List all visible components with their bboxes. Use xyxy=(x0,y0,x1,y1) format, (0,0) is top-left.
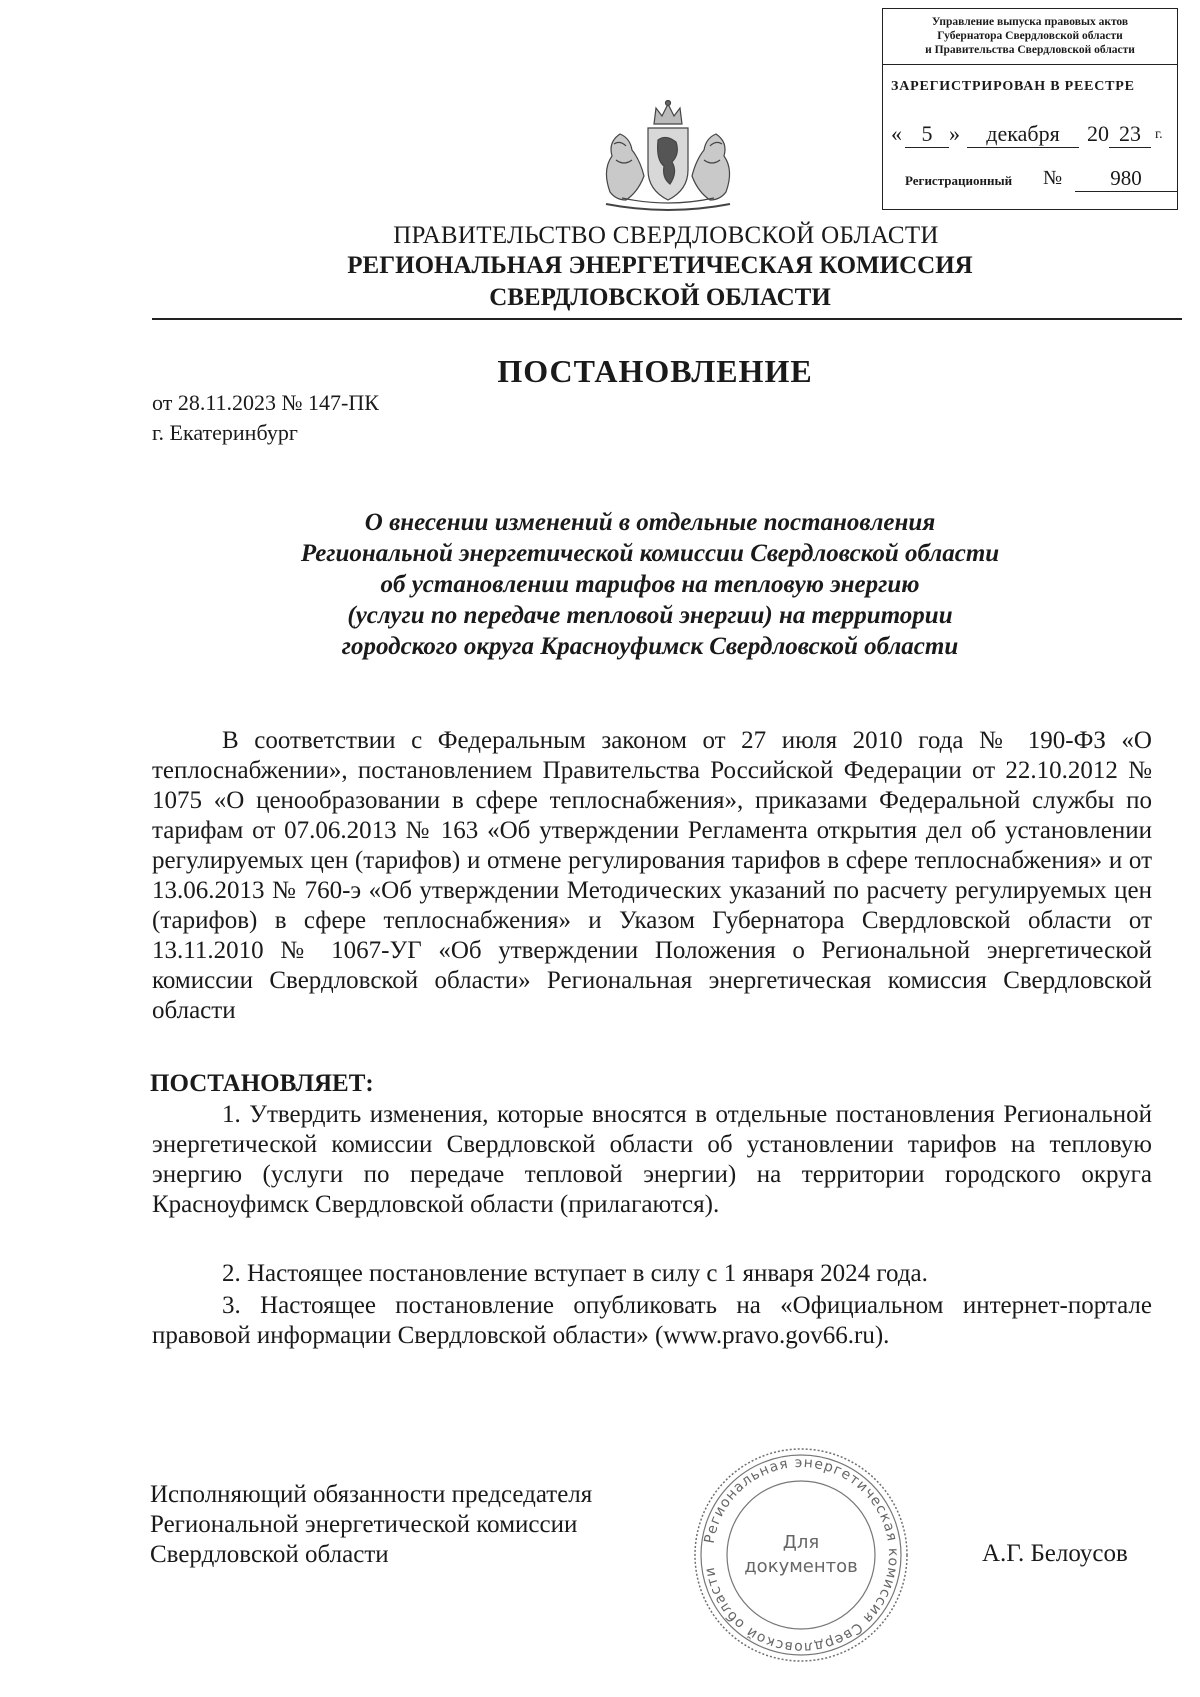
registration-date-month: декабря xyxy=(967,121,1079,148)
resolves-heading: ПОСТАНОВЛЯЕТ: xyxy=(150,1070,374,1097)
preamble-paragraph: В соответствии с Федеральным законом от 27 июля 2010 года № 190-ФЗ «О теплоснабжении», постановлением Правительства Российской Федерации от 22.10.2012 № 1075 «О ценообразовании в сфере теплоснабжения», приказами Федеральной службы по тарифам от 07.06.2013 № 163 «Об утверждении Регламента открытия дел об установлении регулируемых цен (тарифов) и отмене регулирования тарифов в сфере теплоснабжения» и от 13.06.2013 № 760-э «Об утверждении Методических указаний по расчету регулируемых цен (тарифов) в сфере теплоснабжения» и Указом Губернатора Свердловской области от 13.11.2010 № 1067-УГ «Об утверждении Положения о Региональной энергетической комиссии Свердловской области» Региональная энергетическая комиссия Свердловской области xyxy=(152,727,1152,1024)
registration-authority-line: Губернатора Свердловской области xyxy=(937,30,1123,42)
registration-stamp xyxy=(882,8,1178,210)
resolution-item-2: 2. Настоящее постановление вступает в силу с 1 января 2024 года. xyxy=(222,1260,928,1287)
document-title-line: Региональной энергетической комиссии Свердловской области xyxy=(300,540,1000,567)
signatory-position-line: Свердловской области xyxy=(150,1541,389,1568)
resolution-item-3: 3. Настоящее постановление опубликовать на «Официальном интернет-портале правовой информации Свердловской области» (www.pravo.gov66.ru). xyxy=(152,1292,1152,1349)
document-date-number: от 28.11.2023 № 147-ПК xyxy=(152,390,379,415)
document-title xyxy=(150,507,1150,662)
seal-center-line1: Для xyxy=(782,1532,820,1553)
registration-date-open-quote: « xyxy=(891,121,902,146)
signatory-position-line: Исполняющий обязанности председателя xyxy=(150,1481,593,1508)
registration-authority-line: Управление выпуска правовых актов xyxy=(931,16,1129,28)
official-seal xyxy=(690,1444,912,1666)
resolution-item-1: 1. Утвердить изменения, которые вносятся в отдельные постановления Региональной энергетической комиссии Свердловской области об установлении тарифов на тепловую энергию (услуги по передаче тепловой энергии) на территории городского округа Красноуфимск Свердловской области (прилагаются). xyxy=(152,1101,1152,1218)
header-divider xyxy=(152,318,1182,320)
registration-date-day: 5 xyxy=(905,121,949,148)
svg-text:Региональная энергетическая ко xyxy=(702,1455,901,1655)
registration-authority-line: и Правительства Свердловской области xyxy=(925,44,1135,56)
registration-date-year-prefix: 20 xyxy=(1087,121,1109,146)
registration-number-label: Регистрационный xyxy=(905,173,1013,188)
document-title-line: об установлении тарифов на тепловую энергию xyxy=(380,571,920,598)
signatory-position xyxy=(150,1480,592,1570)
document-title-line: О внесении изменений в отдельные постановления xyxy=(364,509,936,536)
signatory-position-line: Региональной энергетической комиссии xyxy=(150,1511,578,1538)
document-city: г. Екатеринбург xyxy=(152,420,298,445)
document-title-line: (услуги по передаче тепловой энергии) на территории xyxy=(347,602,953,629)
document-type: ПОСТАНОВЛЕНИЕ xyxy=(497,353,813,389)
registration-number-value: 980 xyxy=(1075,166,1177,192)
registration-authority xyxy=(883,9,1177,65)
seal-center-line2: документов xyxy=(744,1556,858,1577)
coat-of-arms-icon xyxy=(592,100,744,214)
signatory-name: А.Г. Белоусов xyxy=(982,1540,1128,1567)
commission-name-line2: СВЕРДЛОВСКОЙ ОБЛАСТИ xyxy=(489,284,831,311)
registration-title: ЗАРЕГИСТРИРОВАН В РЕЕСТРЕ xyxy=(891,79,1135,94)
seal-ring-text: Региональная энергетическая комиссия Свердловской области xyxy=(701,1454,902,1656)
registration-number-sign: № xyxy=(1043,167,1063,189)
registration-date-year-suffix: 23 xyxy=(1109,121,1151,148)
registration-date-close-quote: » xyxy=(949,121,960,146)
government-name: ПРАВИТЕЛЬСТВО СВЕРДЛОВСКОЙ ОБЛАСТИ xyxy=(393,222,939,249)
document-title-line: городского округа Красноуфимск Свердловской области xyxy=(341,633,959,660)
registration-date-year-unit: г. xyxy=(1155,127,1163,142)
commission-name-line1: РЕГИОНАЛЬНАЯ ЭНЕРГЕТИЧЕСКАЯ КОМИССИЯ xyxy=(347,252,973,279)
